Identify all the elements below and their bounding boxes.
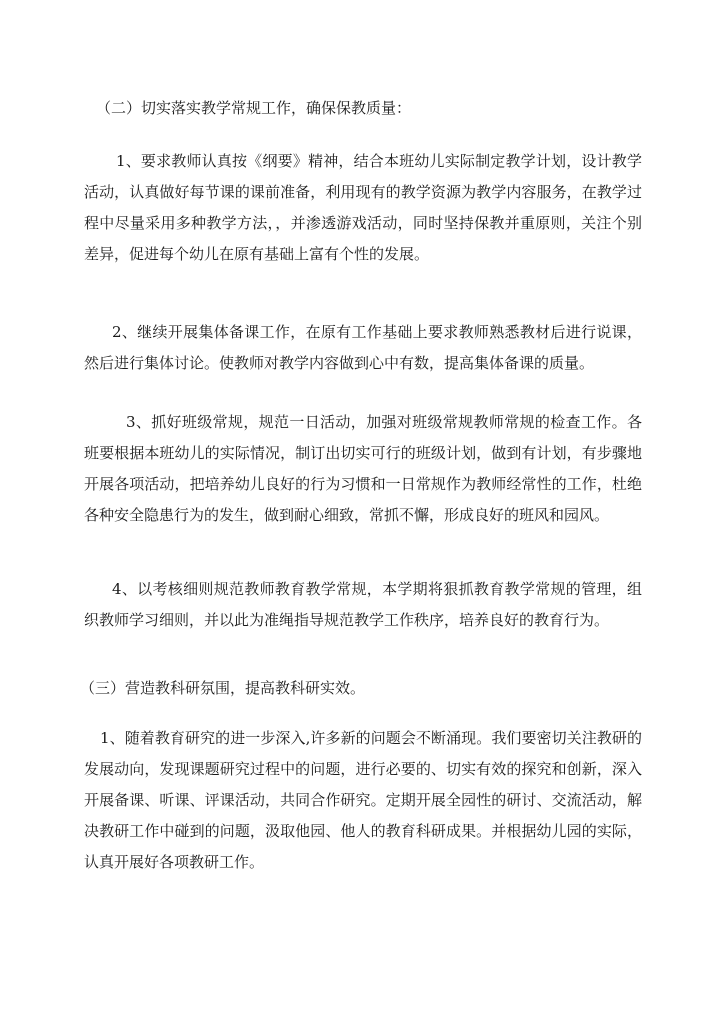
section-3-heading: （三）营造教科研氛围，提高教科研实效。 xyxy=(80,679,366,697)
section-2-item-4: 4、以考核细则规范教师教育教学常规，本学期将狠抓教育教学常规的管理，组织教师学习细则，并以此为准绳指导规范教学工作秩序，培养良好的教育行为。 xyxy=(84,580,642,629)
section-2-item-1: 1、要求教师认真按《纲要》精神，结合本班幼儿实际制定教学计划，设计教学活动，认真做好每节课的课前准备，利用现有的教学资源为教学内容服务，在教学过程中尽量采用多种教学方法，，并渗透游戏活动，同时坚持保教并重原则，关注个别差异，促进每个幼儿在原有基础上富有个性的发展。 xyxy=(84,152,642,263)
section-3-item-1: 1、随着教育研究的进一步深入,许多新的问题会不断涌现。我们要密切关注教研的发展动向，发现课题研究过程中的问题，进行必要的、切实有效的探究和创新，深入开展备课、听课、评课活动，共同合作研究。定期开展全园性的研讨、交流活动，解决教研工作中碰到的问题，汲取他园、他人的教育科研成果。并根据幼儿园的实际，认真开展好各项教研工作。 xyxy=(84,729,642,871)
section-2-heading: （二）切实落实教学常规工作，确保保教质量： xyxy=(96,99,412,117)
section-2-item-2: 2、继续开展集体备课工作，在原有工作基础上要求教师熟悉教材后进行说课，然后进行集体讨论。使教师对教学内容做到心中有数，提高集体备课的质量。 xyxy=(84,323,642,372)
section-2-item-3: 3、抓好班级常规，规范一日活动，加强对班级常规教师常规的检查工作。各班要根据本班幼儿的实际情况，制订出切实可行的班级计划，做到有计划，有步骤地开展各项活动，把培养幼儿良好的行为习惯和一日常规作为教师经常性的工作，杜绝各种安全隐患行为的发生，做到耐心细致，常抓不懈，形成良好的班风和园风。 xyxy=(84,413,642,524)
